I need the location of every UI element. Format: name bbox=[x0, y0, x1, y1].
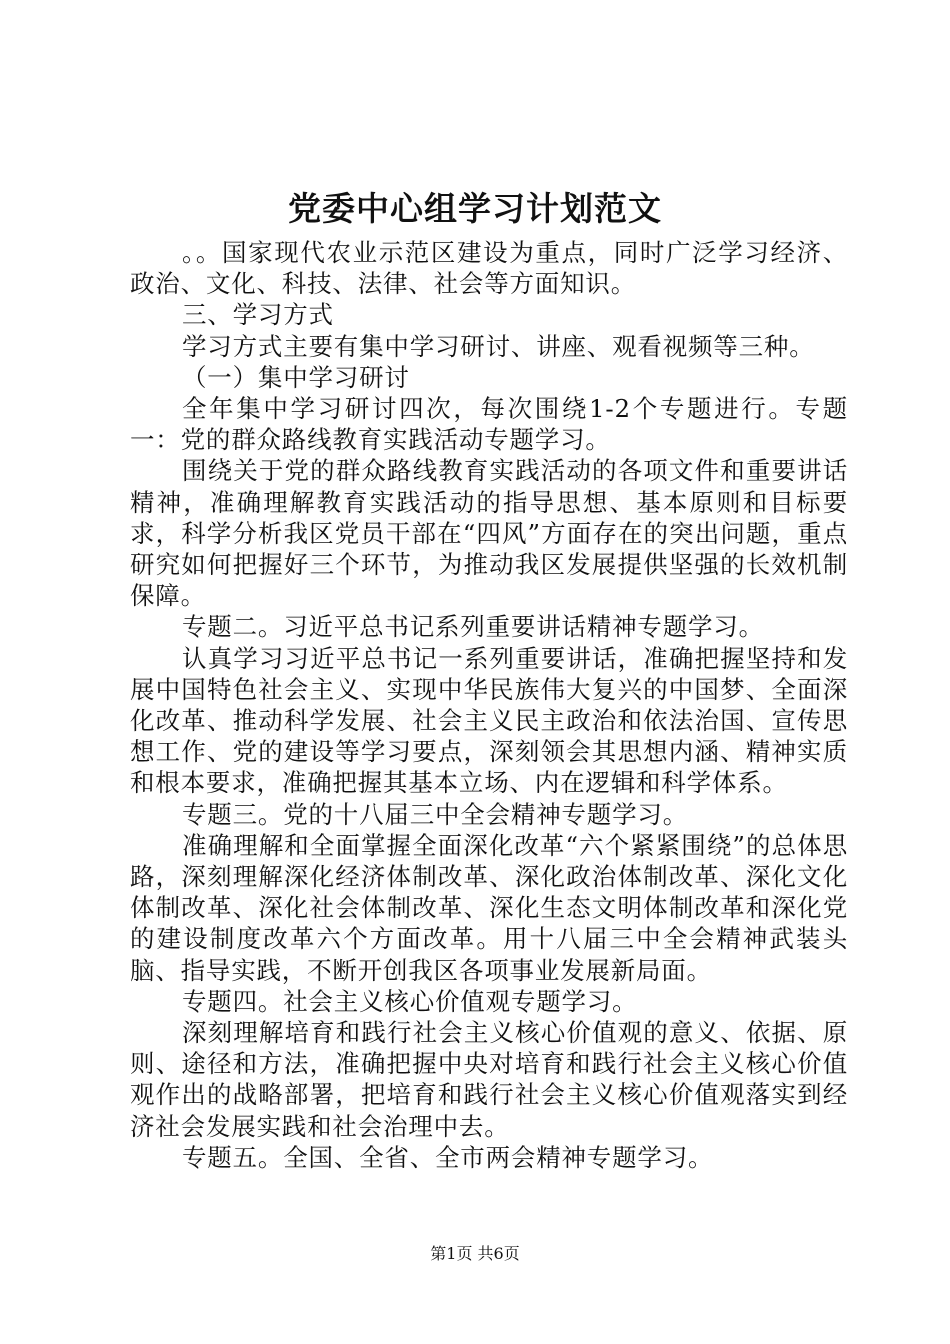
subsection-heading: （一）集中学习研讨 bbox=[182, 362, 410, 392]
paragraph: 准确理解和全面掌握全面深化改革“六个紧紧围绕”的总体思路，深刻理解深化经济体制改革、深化政治体制改革、深化文化体制改革、深化社会体制改革、深化生态文明体制改革和深化党的建设制度改革六个方面改革。用十八届三中全会精神武装头脑、指导实践，不断开创我区各项事业发展新局面。 bbox=[130, 830, 848, 985]
paragraph: 全年集中学习研讨四次，每次围绕1-2个专题进行。专题一：党的群众路线教育实践活动专题学习。 bbox=[130, 394, 848, 455]
topic-heading: 专题五。全国、全省、全市两会精神专题学习。 bbox=[182, 1142, 714, 1172]
paragraph: 。。国家现代农业示范区建设为重点，同时广泛学习经济、政治、文化、科技、法律、社会等方面知识。 bbox=[130, 238, 848, 299]
topic-heading: 专题二。习近平总书记系列重要讲话精神专题学习。 bbox=[182, 612, 764, 642]
topic-heading: 专题三。党的十八届三中全会精神专题学习。 bbox=[182, 799, 688, 829]
topic-heading: 专题四。社会主义核心价值观专题学习。 bbox=[182, 986, 638, 1016]
paragraph: 深刻理解培育和践行社会主义核心价值观的意义、依据、原则、途径和方法，准确把握中央对培育和践行社会主义核心价值观作出的战略部署，把培育和践行社会主义核心价值观落实到经济社会发展实践和社会治理中去。 bbox=[130, 1018, 848, 1141]
document-body bbox=[130, 237, 848, 1173]
page-number-footer: 第1页 共6页 bbox=[430, 1244, 520, 1263]
paragraph: 认真学习习近平总书记一系列重要讲话，准确把握坚持和发展中国特色社会主义、实现中华民族伟大复兴的中国梦、全面深化改革、推动科学发展、社会主义民主政治和依法治国、宣传思想工作、党的建设等学习要点，深刻领会其思想内涵、精神实质和根本要求，准确把握其基本立场、内在逻辑和科学体系。 bbox=[130, 643, 848, 798]
paragraph: 围绕关于党的群众路线教育实践活动的各项文件和重要讲话精神，准确理解教育实践活动的指导思想、基本原则和目标要求，科学分析我区党员干部在“四风”方面存在的突出问题，重点研究如何把握好三个环节，为推动我区发展提供坚强的长效机制保障。 bbox=[130, 456, 848, 611]
document-title: 党委中心组学习计划范文 bbox=[288, 189, 662, 228]
section-heading: 三、学习方式 bbox=[182, 300, 334, 330]
paragraph: 学习方式主要有集中学习研讨、讲座、观看视频等三种。 bbox=[182, 331, 815, 361]
